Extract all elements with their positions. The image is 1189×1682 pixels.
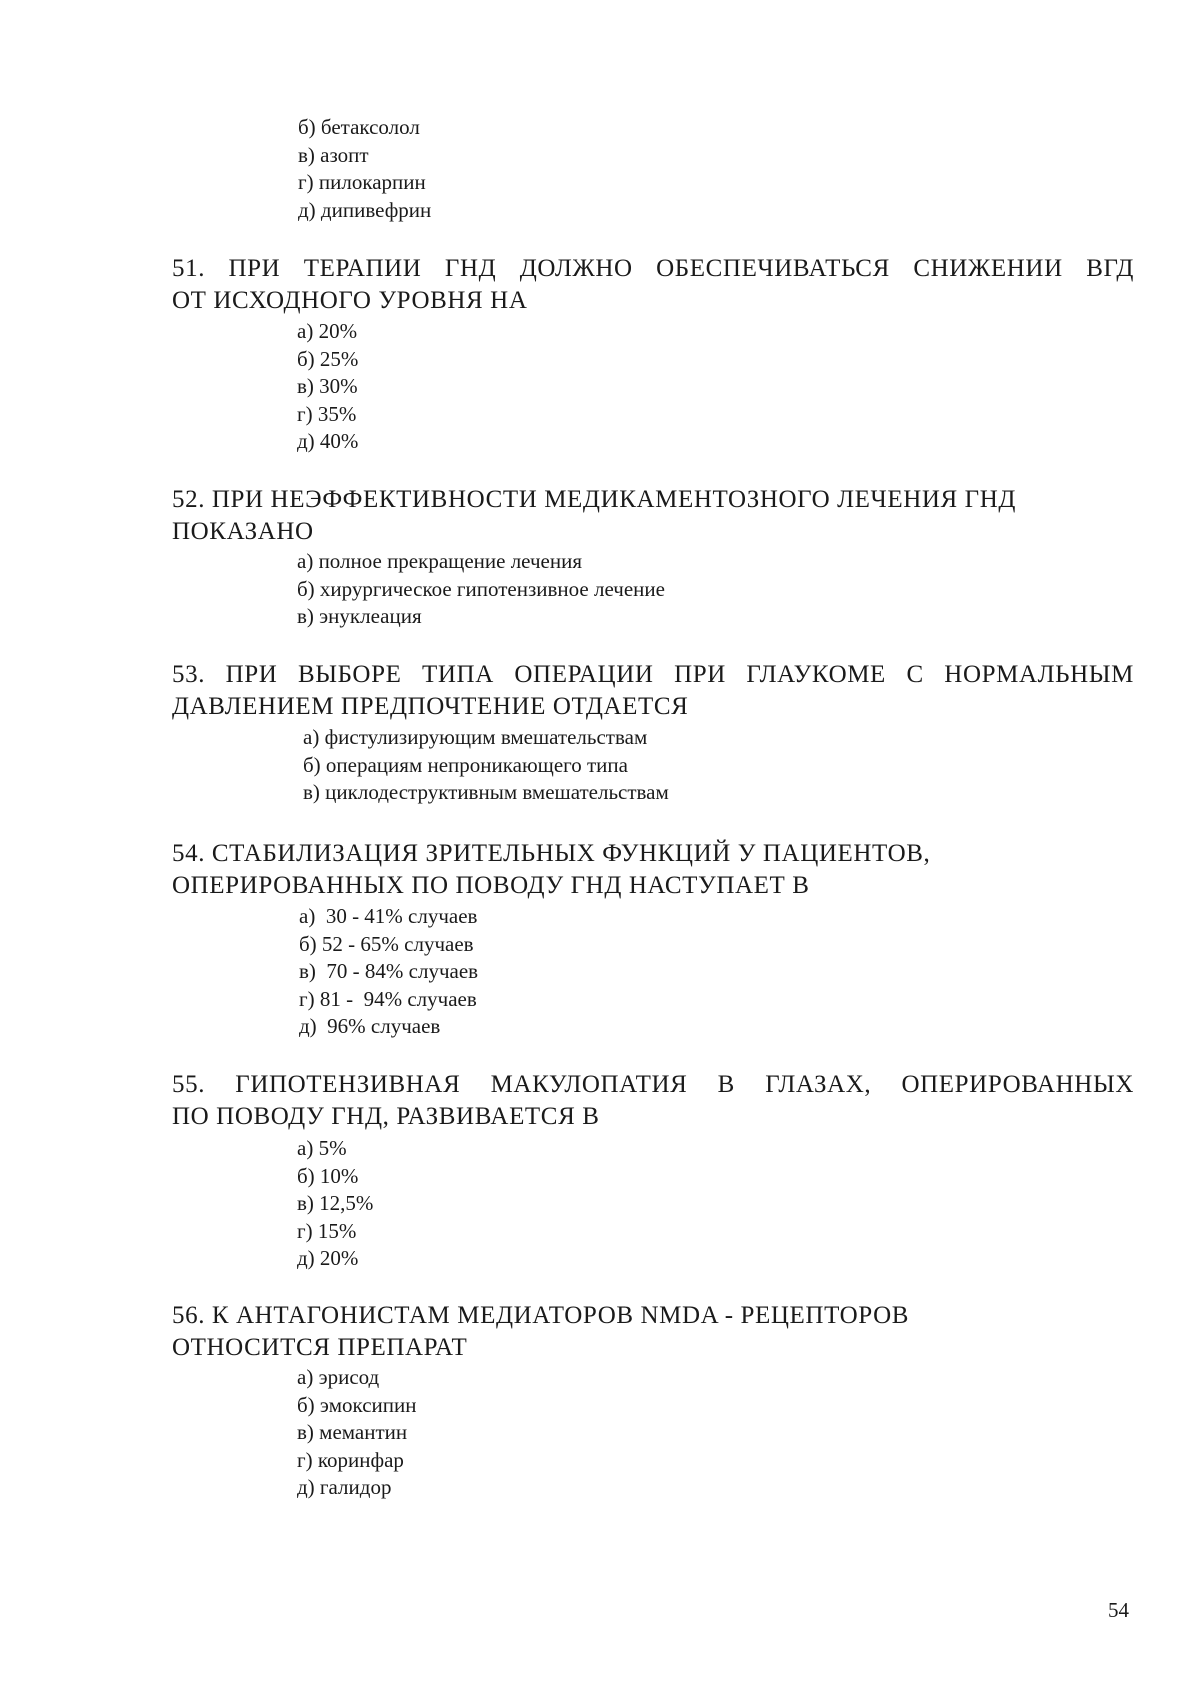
question-53 [172, 659, 1134, 723]
option-item: а) 5% [297, 1136, 347, 1160]
option-item: б) операциям непроникающего типа [303, 752, 628, 777]
option-item: г) 35% [297, 401, 357, 426]
option-item: а) 30 - 41% случаев [299, 904, 478, 928]
question-text-line: ОТ ИСХОДНОГО УРОВНЯ НА [172, 287, 528, 314]
question-text-line: 55. ГИПОТЕНЗИВНАЯ МАКУЛОПАТИЯ В ГЛАЗАХ, ОПЕРИРОВАННЫХ [172, 1071, 1134, 1098]
question-text-line: 56. К АНТАГОНИСТАМ МЕДИАТОРОВ NMDA - РЕЦЕПТОРОВ [172, 1302, 910, 1329]
option-item: д) дипивефрин [298, 197, 432, 222]
option-item: б) эмоксипин [297, 1392, 417, 1417]
question-51 [172, 253, 1134, 317]
question-54-options [299, 903, 478, 1041]
question-text-line: ПО ПОВОДУ ГНД, РАЗВИВАЕТСЯ В [172, 1103, 600, 1130]
question-56-options [297, 1364, 417, 1502]
question-51-options [297, 318, 358, 456]
option-item: а) эрисод [297, 1365, 380, 1389]
option-item: г) коринфар [297, 1447, 404, 1472]
option-item: в) 70 - 84% случаев [299, 959, 479, 983]
option-item: в) мемантин [297, 1420, 408, 1444]
question-text-line: ПОКАЗАНО [172, 518, 314, 545]
option-item: а) 20% [297, 319, 358, 343]
top-options-list [298, 114, 431, 224]
option-item: д) 20% [297, 1246, 359, 1270]
option-item: а) полное прекращение лечения [297, 549, 582, 573]
question-text-line: 52. ПРИ НЕЭФФЕКТИВНОСТИ МЕДИКАМЕНТОЗНОГО ЛЕЧЕНИЯ ГНД [172, 486, 1017, 513]
option-item: в) циклодеструктивным вмешательствам [303, 780, 669, 804]
option-item: г) 81 - 94% случаев [299, 986, 477, 1011]
option-item: г) 15% [297, 1218, 357, 1243]
option-item: г) пилокарпин [298, 170, 426, 194]
option-item: б) 10% [297, 1163, 359, 1188]
question-text-line: 51. ПРИ ТЕРАПИИ ГНД ДОЛЖНО ОБЕСПЕЧИВАТЬСЯ СНИЖЕНИИ ВГД [172, 255, 1134, 282]
option-item: д) галидор [297, 1475, 392, 1499]
option-item: б) хирургическое гипотензивное лечение [297, 576, 665, 601]
option-item: в) азопт [298, 142, 369, 167]
option-item: в) энуклеация [297, 604, 422, 628]
question-55-options [297, 1135, 373, 1273]
option-item: б) бетаксолол [298, 115, 420, 139]
question-52 [172, 484, 1134, 548]
option-item: в) 12,5% [297, 1191, 374, 1215]
question-text-line: ОПЕРИРОВАННЫХ ПО ПОВОДУ ГНД НАСТУПАЕТ В [172, 872, 810, 899]
option-item: в) 30% [297, 374, 358, 398]
question-text-line: ДАВЛЕНИЕМ ПРЕДПОЧТЕНИЕ ОТДАЕТСЯ [172, 693, 689, 720]
option-item: а) фистулизирующим вмешательствам [303, 725, 648, 749]
page-number: 54 [1108, 1598, 1129, 1622]
question-52-options [297, 548, 665, 631]
option-item: б) 52 - 65% случаев [299, 931, 474, 956]
question-55 [172, 1069, 1134, 1133]
question-54 [172, 838, 1134, 902]
option-item: д) 96% случаев [299, 1014, 441, 1038]
question-text-line: ОТНОСИТСЯ ПРЕПАРАТ [172, 1334, 468, 1361]
question-text-line: 53. ПРИ ВЫБОРЕ ТИПА ОПЕРАЦИИ ПРИ ГЛАУКОМЕ С НОРМАЛЬНЫМ [172, 661, 1134, 688]
question-53-options [303, 724, 669, 807]
question-56 [172, 1300, 1134, 1364]
question-text-line: 54. СТАБИЛИЗАЦИЯ ЗРИТЕЛЬНЫХ ФУНКЦИЙ У ПАЦИЕНТОВ, [172, 840, 931, 867]
option-item: б) 25% [297, 346, 359, 371]
option-item: д) 40% [297, 429, 359, 453]
